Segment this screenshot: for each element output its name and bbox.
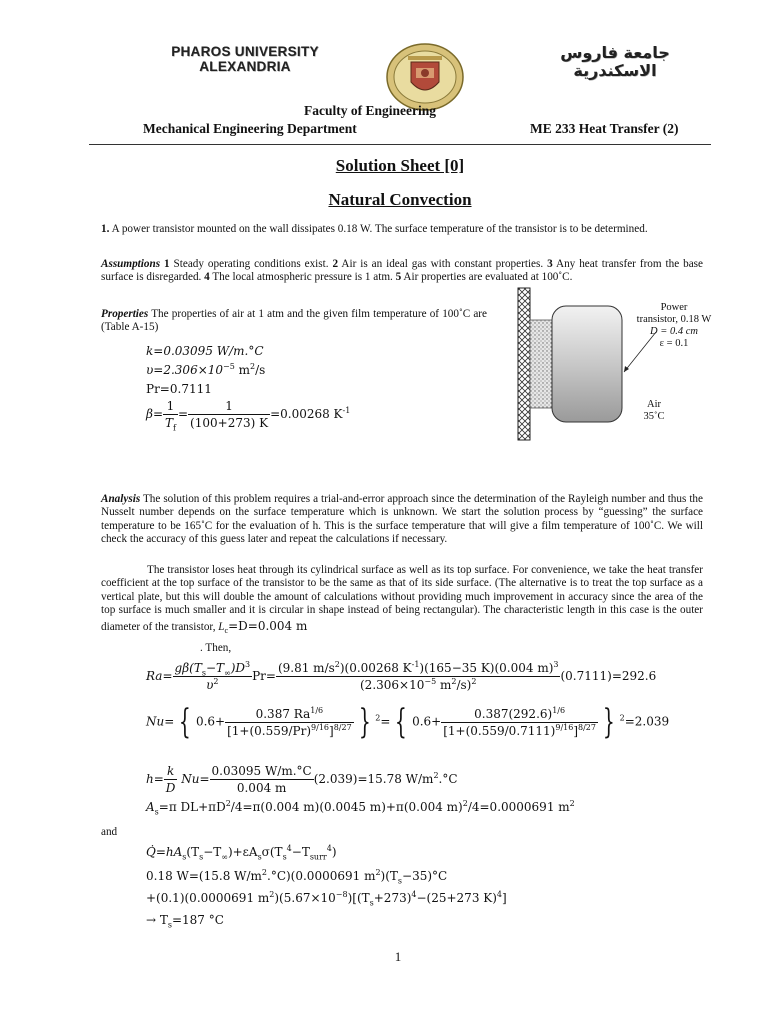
eq-sup: −8 [335, 890, 348, 899]
eq-text: +(0.1)(0.0000691 m [146, 891, 270, 905]
eq-sup: 9/16 [555, 722, 574, 732]
analysis-text: The solution of this problem requires a trial-and-error approach since the determination of the Rayleigh number and thus the Nusselt number depends on the surface temperature which is unknown. We start the solution process by “guessing” the surface temperature to be 165˚C for the evaluation of h. This is the surface temperature that will give a film temperature of 100˚C. We will check the accuracy of this guess later and repeat the calculations if necessary. [101, 493, 703, 546]
transistor-body [552, 306, 622, 422]
university-logo [384, 42, 466, 112]
eq-sub: f [173, 423, 176, 433]
eq-sub: s [154, 807, 159, 817]
label-line: ε = 0.1 [659, 338, 689, 349]
assumption-number: 4 [204, 271, 210, 284]
assumption-text: The local atmospheric pressure is 1 atm. [209, 271, 396, 284]
conductivity-equation [146, 343, 264, 359]
eq-sub: c [224, 625, 229, 635]
eq-text: σ(T [261, 845, 283, 859]
eq-text: +273) [373, 891, 412, 905]
eq-sup: −5 [424, 677, 437, 686]
eq-sup: 2 [569, 799, 575, 808]
eq-text: → T [146, 913, 168, 927]
eq-fraction [225, 706, 354, 739]
eq-text: T [165, 416, 174, 430]
eq-text: )(T [380, 869, 398, 883]
eq-sup: -1 [411, 660, 420, 669]
label-line: D = 0.4 cm [650, 326, 698, 337]
eq-text: 0.6+ [412, 714, 442, 729]
eq-sup: 1/6 [310, 705, 324, 715]
assumption-number: 5 [395, 271, 402, 284]
eq-text: ] [502, 891, 507, 905]
eq-sup: 2 [269, 890, 275, 899]
rayleigh-equation [146, 660, 656, 693]
eq-text: −T [203, 845, 222, 859]
department-name: Mechanical Engineering Department [143, 121, 357, 136]
university-name-line1: PHAROS UNIVERSITY [171, 44, 319, 59]
eq-text: = [177, 407, 189, 421]
eq-sub: s [167, 920, 172, 930]
eq-text: 0.6+ [195, 714, 226, 729]
eq-sub: s [201, 668, 206, 678]
surface-temperature-result [146, 912, 224, 928]
properties-text: The properties of air at 1 atm and the given film temperature of 100˚C are (Table A-15) [101, 308, 487, 334]
eq-text: .°C)(0.0000691 m [267, 869, 376, 883]
eq-sup: 4 [496, 890, 503, 899]
analysis-paragraph-2 [101, 564, 703, 634]
surface-area-equation [146, 799, 575, 815]
eq-text: gβ(T [174, 661, 202, 675]
eq-fraction [441, 706, 598, 739]
eq-text: )[(T [347, 891, 370, 905]
eq-sup: -1 [342, 406, 351, 415]
eq-sup: −5 [223, 362, 235, 371]
analysis-paragraph [101, 493, 703, 547]
problem-number: 1. [101, 223, 110, 235]
assumptions-paragraph [101, 258, 703, 285]
university-name-arabic-line2: الاسكندرية [573, 61, 657, 80]
properties-label: Properties [101, 308, 149, 320]
university-name-english [130, 44, 360, 74]
eq-num [173, 660, 253, 677]
eq-text: −35)°C [402, 869, 448, 883]
eq-text: Pr= [252, 669, 276, 683]
assumption-text: Air properties are evaluated at 100˚C. [401, 271, 573, 284]
eq-text: k=0.03095 W/m.°C [146, 344, 264, 358]
and-text: and [101, 826, 118, 838]
eq-num: 0.03095 W/m.°C [211, 764, 312, 778]
eq-text: )(5.67×10 [274, 891, 336, 905]
problem-statement [101, 223, 703, 236]
eq-sup: 4 [286, 844, 292, 853]
eq-sup: 2 [471, 677, 477, 686]
eq-text: υ=2.306×10 [146, 363, 224, 377]
eq-text: (2.039)=15.78 W/m [313, 772, 434, 786]
then-text: . Then, [200, 642, 232, 654]
eq-sub: s [182, 852, 187, 862]
eq-sup: 8/27 [578, 722, 596, 732]
assumption-number: 1 [164, 258, 170, 270]
eq-text: =0.00268 K [270, 407, 343, 421]
eq-text: ] [329, 723, 334, 738]
eq-sup: 2 [433, 771, 439, 780]
eq-text: Ra= [146, 669, 173, 683]
base-insulation [530, 320, 554, 408]
eq-text: −T [205, 661, 225, 675]
university-name-arabic-line1: جامعة فاروس [560, 43, 670, 62]
label-line: transistor, 0.18 W [636, 314, 712, 325]
eq-text: =D=0.004 m [228, 618, 308, 633]
beta-equation [146, 398, 350, 431]
air-label [626, 399, 682, 423]
properties-paragraph [101, 308, 487, 335]
eq-bracket: { [395, 702, 408, 742]
eq-text: =π DL+πD [158, 800, 226, 814]
eq-text: A [146, 800, 155, 814]
eq-sup: 3 [553, 660, 559, 669]
eq-text: .°C [438, 772, 458, 786]
assumption-text: Any heat transfer from the base surface is disregarded. [101, 258, 703, 284]
eq-text: (2.306×10 [360, 678, 425, 692]
prandtl-equation [146, 381, 212, 397]
eq-text: m [234, 363, 251, 377]
label-line: Power [660, 302, 688, 313]
eq-text: m [436, 678, 452, 692]
eq-fraction [173, 660, 253, 693]
eq-text: 0.18 W=(15.8 W/m [146, 869, 262, 883]
eq-text: k [166, 764, 175, 778]
course-name: ME 233 Heat Transfer (2) [530, 121, 679, 136]
eq-sub: s [369, 898, 374, 908]
eq-text: =187 °C [171, 913, 224, 927]
eq-sup: 2 [451, 677, 457, 686]
university-name-arabic [520, 44, 710, 80]
eq-sub: s [282, 852, 287, 862]
eq-text: [1+(0.559/0.7111) [443, 723, 556, 738]
eq-text: Pr=0.7111 [146, 382, 212, 396]
power-label [626, 302, 722, 350]
eq-num: 1 [163, 398, 178, 415]
eq-text: Nu= [146, 714, 175, 729]
eq-sup: 2 [261, 868, 267, 877]
eq-den [441, 723, 598, 739]
analysis-label: Analysis [101, 493, 141, 505]
wall [518, 288, 530, 440]
eq-sup: 2 [375, 868, 381, 877]
heat-balance-equation [146, 844, 337, 860]
eq-num [225, 706, 354, 723]
eq-sub: s [257, 852, 262, 862]
eq-text: /s [255, 363, 266, 377]
eq-text: ) [331, 845, 337, 859]
eq-sup: 2 [375, 713, 381, 723]
eq-den [163, 415, 178, 431]
assumption-number: 2 [332, 258, 339, 270]
eq-text: 0.387(292.6) [474, 706, 553, 721]
eq-sup: 1/6 [552, 705, 566, 715]
faculty-name: Faculty of Engineering [304, 103, 436, 118]
eq-fraction [164, 763, 178, 796]
eq-sub: ∞ [224, 668, 231, 678]
nusselt-equation [146, 702, 670, 742]
eq-fraction [163, 398, 178, 431]
eq-fraction [210, 763, 314, 796]
label-line: 35˚C [643, 411, 665, 422]
eq-text: Nu= [177, 772, 210, 786]
eq-text: ] [573, 723, 579, 738]
eq-sup: 4 [326, 844, 332, 853]
eq-text: −(25+273 K) [416, 891, 497, 905]
eq-text: /4=π(0.004 m)(0.0045 m)+π(0.004 m) [230, 800, 463, 814]
eq-text: )+εA [227, 845, 258, 859]
heat-balance-line-3 [146, 890, 507, 906]
eq-sup: 2 [619, 713, 625, 723]
eq-sub: ∞ [221, 852, 228, 862]
university-name-line2: ALEXANDRIA [199, 59, 291, 74]
eq-sup: 9/16 [311, 722, 329, 732]
page-number: 1 [394, 949, 402, 964]
eq-text: (T [186, 845, 200, 859]
eq-text: L [218, 620, 225, 633]
eq-text: )D [230, 661, 245, 675]
sheet-title: Solution Sheet [0] [335, 156, 465, 175]
eq-sub: s [199, 852, 204, 862]
eq-text: (0.7111)=292.6 [560, 669, 657, 683]
eq-text: /s) [456, 678, 472, 692]
eq-text: )(0.00268 K [339, 661, 412, 675]
eq-num [276, 660, 561, 677]
eq-text: −T [291, 845, 310, 859]
eq-den: 0.004 m [236, 781, 287, 795]
assumption-number: 3 [547, 258, 553, 270]
heat-balance-line-2 [146, 868, 447, 884]
eq-fraction [276, 660, 561, 693]
eq-num [441, 706, 598, 723]
sheet-subtitle: Natural Convection [328, 190, 472, 209]
viscosity-equation [146, 362, 265, 378]
eq-text: 0.387 Ra [255, 706, 311, 721]
eq-num [164, 763, 178, 780]
eq-sup: 3 [245, 660, 251, 669]
heat-transfer-coefficient-equation [146, 763, 458, 796]
eq-fraction [188, 398, 270, 431]
problem-text: A power transistor mounted on the wall dissipates 0.18 W. The surface temperature of the transistor is to be determined. [109, 223, 648, 235]
header-divider [89, 144, 711, 145]
eq-sup: 4 [411, 890, 417, 899]
assumption-text: Air is an ideal gas with constant properties. [338, 258, 548, 270]
analysis-text: The transistor loses heat through its cylindrical surface as well as its top surface. For convenience, we take the heat transfer coefficient at the top surface of the transistor to be the same as that of its side surface. (The alternative is to treat the top surface as a vertical plate, but this will double the amount of calculations without providing much improvement in accuracy since the area of the top surface is much smaller and it is circular in shape instead of being rectangular). The characteristic length in this case is the outer diameter of the transistor, [101, 564, 703, 633]
eq-den [164, 780, 178, 796]
eq-text: [1+(0.559/Pr) [227, 723, 312, 738]
assumption-text: Steady operating conditions exist. [169, 258, 333, 270]
eq-den [173, 677, 253, 693]
eq-bracket: { [179, 702, 192, 742]
eq-text: υ [206, 678, 214, 692]
assumptions-label: Assumptions [101, 258, 161, 270]
eq-text: (9.81 m/s [277, 661, 335, 675]
label-line: Air [647, 399, 661, 410]
eq-den [276, 677, 561, 693]
eq-sup: 2 [334, 660, 340, 669]
eq-den [225, 723, 354, 739]
eq-sup: 2 [462, 799, 468, 808]
eq-text: =2.039 [624, 714, 670, 729]
eq-den: (100+273) K [190, 416, 269, 430]
eq-sup: 2 [213, 677, 219, 686]
eq-text: h= [146, 772, 164, 786]
eq-bracket: } [358, 702, 371, 742]
eq-text: /4=0.0000691 m [467, 800, 570, 814]
eq-sup: 8/27 [333, 722, 352, 732]
eq-sup: 2 [250, 362, 256, 371]
eq-text: D [165, 781, 176, 795]
eq-text: = [380, 714, 391, 729]
eq-bracket: } [602, 702, 615, 742]
eq-num: 1 [188, 398, 270, 415]
eq-text: Q̇=hA [146, 845, 183, 859]
eq-sub: s [397, 876, 403, 886]
eq-sub: surr [309, 852, 327, 862]
eq-sup: 2 [225, 799, 231, 808]
eq-text: β= [146, 407, 163, 421]
eq-text: )(165−35 K)(0.004 m) [419, 661, 554, 675]
